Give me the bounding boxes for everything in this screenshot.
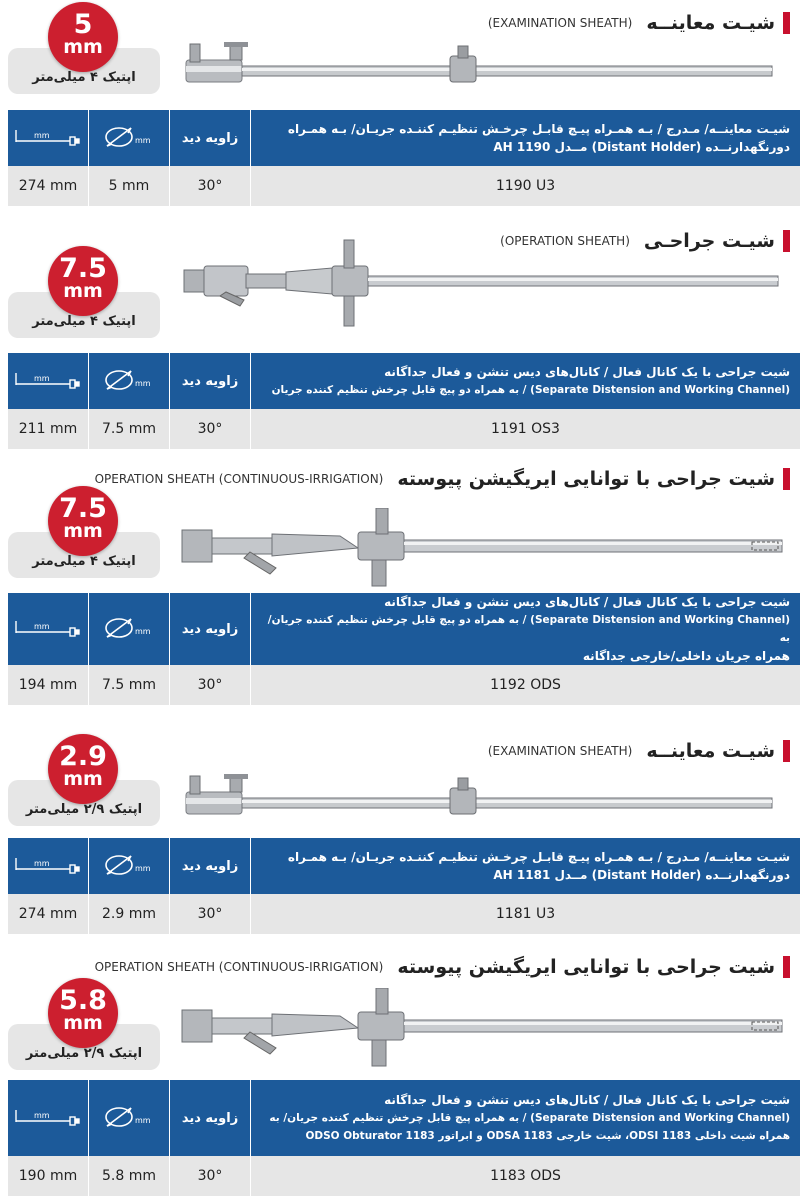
optic-label: اپتیک ۴ میلی‌متر — [32, 314, 136, 329]
description — [288, 120, 790, 156]
diameter-value: 5 mm — [89, 166, 170, 206]
title-marker — [783, 12, 790, 34]
examination-sheath-image — [180, 42, 780, 88]
spec-header-row — [8, 593, 800, 665]
description — [261, 593, 790, 665]
title-en: OPERATION SHEATH (CONTINUOUS-IRRIGATION) — [94, 960, 384, 974]
model-number: 1191 OS3 — [491, 421, 560, 437]
diameter-icon — [103, 617, 155, 641]
angle-value: 30° — [170, 409, 251, 449]
spec-value-row — [8, 166, 800, 206]
badge-unit: mm — [63, 36, 103, 58]
model-number: 1192 ODS — [490, 677, 561, 693]
diameter-badge — [48, 2, 118, 72]
irrigation-sheath-image — [180, 508, 786, 590]
description-line: شیت جراحی با یک کانال فعال / کانال‌های دیس تنشن و فعال جداگانه — [384, 1093, 790, 1107]
title-marker — [783, 956, 790, 978]
product-section-1190u3 — [0, 0, 800, 210]
diameter-header — [89, 593, 170, 665]
angle-value: 30° — [170, 1156, 251, 1196]
title-marker — [783, 468, 790, 490]
spec-value-row — [8, 665, 800, 705]
description-cell — [251, 838, 800, 894]
length-unit: mm — [34, 374, 50, 383]
description-cell — [251, 110, 800, 166]
optic-label: اپتیک ۴ میلی‌متر — [32, 70, 136, 85]
section-title — [488, 12, 790, 34]
diameter-icon — [103, 854, 155, 878]
diameter-badge — [48, 486, 118, 556]
badge-unit: mm — [63, 280, 103, 302]
section-title — [95, 956, 790, 978]
spec-header-row — [8, 353, 800, 409]
badge-unit: mm — [63, 1012, 103, 1034]
length-value: 211 mm — [8, 409, 89, 449]
spec-header-row — [8, 838, 800, 894]
spec-value-row — [8, 1156, 800, 1196]
model-number: 1181 U3 — [495, 906, 556, 922]
angle-header: زاویه دید — [170, 110, 251, 166]
length-header — [8, 353, 89, 409]
model-number: 1183 ODS — [490, 1168, 561, 1184]
diameter-unit: mm — [135, 627, 151, 636]
description-line: شیـت معاینــه/ مـدرج / بـه همـراه پیـچ قابـل چرخـش تنظیـم کننـده جریـان/ بـه همـراه — [287, 122, 790, 136]
angle-header: زاویه دید — [170, 593, 251, 665]
angle-value: 30° — [170, 665, 251, 705]
description-line: همراه جریان داخلی/خارجی جداگانه — [582, 649, 790, 663]
angle-value: 30° — [170, 166, 251, 206]
description — [272, 363, 790, 399]
diameter-badge — [48, 246, 118, 316]
diameter-value: 5.8 mm — [89, 1156, 170, 1196]
title-en: (OPERATION SHEATH) — [500, 234, 630, 248]
diameter-value: 7.5 mm — [89, 665, 170, 705]
product-section-1191os3 — [0, 220, 800, 450]
length-value: 274 mm — [8, 166, 89, 206]
diameter-unit: mm — [135, 136, 151, 145]
product-section-1181u3 — [0, 728, 800, 938]
title-en: OPERATION SHEATH (CONTINUOUS-IRRIGATION) — [94, 472, 384, 486]
length-value: 194 mm — [8, 665, 89, 705]
section-title — [488, 740, 790, 762]
description-line: (Separate Distension and Working Channel) / به همراه دو پیچ قابل چرخش تنظیم کننده جریان — [271, 384, 790, 396]
description-cell — [251, 353, 800, 409]
length-header — [8, 110, 89, 166]
product-section-1192ods — [0, 460, 800, 705]
title-en: (EXAMINATION SHEATH) — [487, 16, 633, 30]
length-icon — [14, 856, 82, 876]
optic-label: اپتیک ۲/۹ میلی‌متر — [25, 802, 143, 817]
title-fa: شیت جراحی با توانایی ایریگیشن پیوسته — [397, 468, 775, 490]
description-line: شیت جراحی با یک کانال فعال / کانال‌های دیس تنشن و فعال جداگانه — [384, 365, 790, 379]
length-icon — [14, 619, 82, 639]
length-unit: mm — [34, 622, 50, 631]
examination-sheath-image — [180, 774, 780, 820]
badge-number: 7.5 — [59, 493, 107, 524]
optic-label: اپتیک ۴ میلی‌متر — [32, 554, 136, 569]
section-title — [95, 468, 790, 490]
description-cell — [251, 593, 800, 665]
angle-header: زاویه دید — [170, 1080, 251, 1156]
spec-value-row — [8, 894, 800, 934]
length-icon — [14, 128, 82, 148]
diameter-header — [89, 1080, 170, 1156]
length-value: 274 mm — [8, 894, 89, 934]
length-unit: mm — [34, 1111, 50, 1120]
title-fa: شیـت جراحـی — [643, 230, 775, 252]
badge-number: 5.8 — [59, 985, 107, 1016]
diameter-header — [89, 838, 170, 894]
length-header — [8, 1080, 89, 1156]
angle-value: 30° — [170, 894, 251, 934]
angle-header: زاویه دید — [170, 838, 251, 894]
badge-number: 2.9 — [59, 741, 107, 772]
title-fa: شیت جراحی با توانایی ایریگیشن پیوسته — [397, 956, 775, 978]
badge-number: 7.5 — [59, 253, 107, 284]
description-line: همراه شیت داخلی 1183 ODSI، شیت خارجی 1183 ODSA و ابراتور 1183 ODSO Obturator — [305, 1130, 790, 1142]
length-icon — [14, 1108, 82, 1128]
description — [269, 1091, 790, 1145]
diameter-value: 2.9 mm — [89, 894, 170, 934]
description-line: (Separate Distension and Working Channel) / به همراه دو پیچ قابل چرخش تنظیم کننده جریان/ به — [267, 614, 790, 644]
description-line: (Separate Distension and Working Channel) / به همراه پیچ قابل چرخش تنظیم کننده جریان/ به — [269, 1112, 790, 1124]
description — [288, 848, 790, 884]
title-fa: شیـت معاینــه — [646, 12, 775, 34]
length-unit: mm — [34, 131, 50, 140]
description-line: شیـت معاینــه/ مـدرج / بـه همـراه پیـچ قابـل چرخـش تنظیـم کننـده جریـان/ بـه همـراه — [287, 850, 790, 864]
diameter-icon — [103, 126, 155, 150]
diameter-icon — [103, 369, 155, 393]
optic-label: اپتیک ۲/۹ میلی‌متر — [25, 1046, 143, 1061]
length-header — [8, 593, 89, 665]
length-value: 190 mm — [8, 1156, 89, 1196]
diameter-unit: mm — [135, 864, 151, 873]
length-unit: mm — [34, 859, 50, 868]
model-number: 1190 U3 — [495, 178, 556, 194]
diameter-badge — [48, 978, 118, 1048]
length-header — [8, 838, 89, 894]
spec-header-row — [8, 1080, 800, 1156]
description-line: دورنگهدارنــده (Distant Holder) مــدل 1190 AH — [493, 140, 790, 154]
diameter-unit: mm — [135, 1116, 151, 1125]
diameter-badge — [48, 734, 118, 804]
diameter-value: 7.5 mm — [89, 409, 170, 449]
title-marker — [783, 740, 790, 762]
length-icon — [14, 371, 82, 391]
diameter-icon — [103, 1106, 155, 1130]
badge-unit: mm — [63, 768, 103, 790]
badge-unit: mm — [63, 520, 103, 542]
title-en: (EXAMINATION SHEATH) — [487, 744, 633, 758]
description-line: دورنگهدارنــده (Distant Holder) مــدل 1181 AH — [493, 868, 790, 882]
badge-number: 5 — [73, 9, 93, 40]
diameter-header — [89, 353, 170, 409]
description-line: شیت جراحی با یک کانال فعال / کانال‌های دیس تنشن و فعال جداگانه — [384, 595, 790, 609]
description-cell — [251, 1080, 800, 1156]
title-fa: شیـت معاینــه — [646, 740, 775, 762]
diameter-header — [89, 110, 170, 166]
angle-header: زاویه دید — [170, 353, 251, 409]
irrigation-sheath-image — [180, 988, 786, 1070]
spec-header-row — [8, 110, 800, 166]
operation-sheath-image — [180, 220, 780, 348]
product-section-1183ods — [0, 948, 800, 1198]
diameter-unit: mm — [135, 379, 151, 388]
spec-value-row — [8, 409, 800, 449]
title-marker — [783, 230, 790, 252]
